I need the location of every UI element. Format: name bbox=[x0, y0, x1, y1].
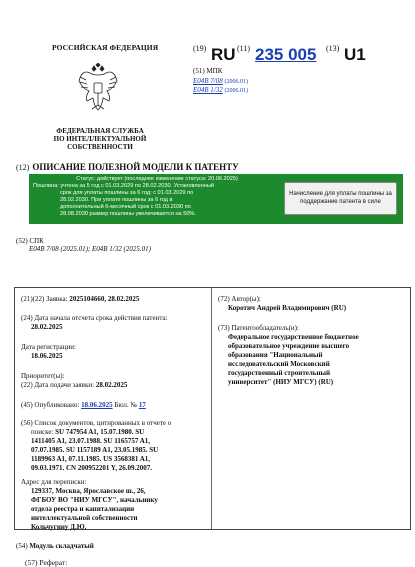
registration-label: Дата регистрации: bbox=[21, 343, 76, 351]
abstract-label: (57) Реферат: bbox=[25, 558, 68, 567]
cited-docs-line: SU 747954 A1, 15.07.1980. SU bbox=[55, 428, 145, 436]
agency-line-1: ФЕДЕРАЛЬНАЯ СЛУЖБА bbox=[56, 127, 144, 135]
cited-docs-line: 1411405 A1, 23.07.1988. SU 1165757 A1, bbox=[31, 437, 151, 445]
ipc-code-link[interactable]: E04B 7/08 bbox=[193, 77, 223, 85]
author-label: (72) Автор(ы): bbox=[218, 295, 261, 303]
code-13: (13) bbox=[326, 44, 340, 53]
document-title-row bbox=[16, 162, 239, 172]
status-line: Статус: действует (последнее изменение статуса: 20.06.2025) bbox=[76, 176, 238, 182]
country-name: РОССИЙСКАЯ ФЕДЕРАЦИЯ bbox=[52, 43, 159, 52]
code-11: (11) bbox=[237, 44, 251, 53]
address-line: 129337, Москва, Ярославское ш., 26, bbox=[31, 487, 146, 495]
owner-field bbox=[218, 324, 408, 387]
fee-payment-button[interactable]: Начисление для уплаты пошлины за поддержание патента в силе bbox=[284, 182, 397, 215]
bulletin-label: Бюл. № bbox=[114, 401, 138, 409]
fee-line: 28.02.2030. При уплате пошлины за 6 год в bbox=[60, 197, 173, 203]
application-label: (21)(22) Заявка: bbox=[21, 295, 68, 303]
owner-label: (73) Патентообладатель(и): bbox=[218, 324, 299, 332]
fee-line: дополнительный 6-месячный срок с 01.03.2030 по bbox=[60, 204, 191, 210]
model-name: Модуль складчатый bbox=[29, 542, 94, 550]
ipc-code-link[interactable]: E04B 1/32 bbox=[193, 86, 223, 94]
mpk-label: (51) МПК bbox=[193, 67, 223, 75]
owner-line: исследовательский Московский bbox=[228, 360, 330, 368]
filing-value: 28.02.2025 bbox=[95, 381, 128, 389]
document-title: ОПИСАНИЕ ПОЛЕЗНОЙ МОДЕЛИ К ПАТЕНТУ bbox=[32, 162, 239, 172]
validity-value: 28.02.2025 bbox=[31, 323, 63, 331]
address-line: интеллектуальной собственности bbox=[31, 514, 138, 522]
ipc-entry bbox=[193, 77, 248, 85]
cited-docs-field bbox=[21, 419, 209, 473]
status-panel bbox=[29, 174, 403, 224]
model-code: (54) bbox=[16, 542, 28, 550]
fee-line: срок для уплаты пошлины за 6 год: с 01.03.2029 по bbox=[60, 190, 194, 196]
application-field bbox=[21, 295, 207, 304]
publication-label: (45) Опубликовано: bbox=[21, 401, 80, 409]
bibliographic-box bbox=[14, 287, 411, 530]
cited-docs-line: 07.07.1985. SU 1157189 A1, 23.05.1985. SU bbox=[31, 446, 159, 454]
owner-line: образования "Национальный bbox=[228, 351, 323, 359]
validity-field bbox=[21, 314, 207, 332]
cited-docs-label: (56) Список документов, цитированных в отчете о bbox=[21, 419, 172, 427]
model-name-row bbox=[16, 542, 94, 550]
fee-line: 28.08.2030 размер пошлины увеличивается на 50%. bbox=[60, 211, 196, 217]
cited-docs-line: 1189963 A1, 07.11.1985. US 3568381 A1, bbox=[31, 455, 151, 463]
address-line: Кольчугину Д.Ю. bbox=[31, 523, 87, 531]
agency-name bbox=[40, 127, 160, 151]
spk-label: (52) СПК bbox=[16, 237, 44, 245]
filing-label: (22) Дата подачи заявки: bbox=[21, 381, 95, 389]
registration-value: 18.06.2025 bbox=[31, 352, 63, 360]
cited-docs-label-2: поиске: bbox=[31, 428, 54, 436]
ipc-year: (2006.01) bbox=[224, 79, 248, 85]
application-value: 2025104660, 28.02.2025 bbox=[69, 295, 140, 303]
country-code: RU bbox=[211, 45, 236, 64]
agency-line-2: ПО ИНТЕЛЛЕКТУАЛЬНОЙ СОБСТВЕННОСТИ bbox=[53, 135, 147, 151]
status-text bbox=[33, 176, 281, 218]
cited-docs-line: 09.03.1971. CN 200952201 Y, 26.09.2007. bbox=[31, 464, 153, 472]
owner-line: образовательное учреждение высшего bbox=[228, 342, 350, 350]
publication-field bbox=[21, 401, 207, 410]
owner-line: государственный строительный bbox=[228, 369, 331, 377]
owner-line: университет" (НИУ МГСУ) (RU) bbox=[228, 378, 334, 386]
validity-label: (24) Дата начала отсчета срока действия патента: bbox=[21, 314, 168, 322]
address-line: ФГБОУ ВО "НИУ МГСУ", начальнику bbox=[31, 496, 158, 504]
registration-field bbox=[21, 343, 207, 361]
author-field bbox=[218, 295, 408, 313]
patent-number-link[interactable]: 235 005 bbox=[255, 45, 317, 64]
column-divider bbox=[211, 288, 212, 529]
ipc-entry bbox=[193, 86, 248, 94]
title-code: (12) bbox=[16, 163, 30, 172]
address-label: Адрес для переписки: bbox=[21, 478, 87, 486]
priority-field bbox=[21, 372, 207, 390]
spk-codes: E04B 7/08 (2025.01); E04B 1/32 (2025.01) bbox=[29, 245, 151, 253]
address-line: отдела реестра и капитализации bbox=[31, 505, 135, 513]
coat-of-arms-emblem bbox=[78, 63, 118, 118]
author-value: Коротич Андрей Владимирович (RU) bbox=[228, 304, 347, 312]
address-field bbox=[21, 478, 209, 532]
priority-label: Приоритет(ы): bbox=[21, 372, 65, 380]
owner-line: Федеральное государственное бюджетное bbox=[228, 333, 359, 341]
ipc-year: (2006.01) bbox=[224, 88, 248, 94]
fee-line: Пошлина: учтена за 5 год с 01.03.2029 по 28.02.2030. Установленный bbox=[33, 183, 215, 189]
publication-date-link[interactable]: 18.06.2025 bbox=[81, 401, 113, 409]
document-kind: U1 bbox=[344, 45, 366, 64]
code-19: (19) bbox=[193, 44, 207, 53]
bulletin-number-link[interactable]: 17 bbox=[138, 401, 146, 409]
